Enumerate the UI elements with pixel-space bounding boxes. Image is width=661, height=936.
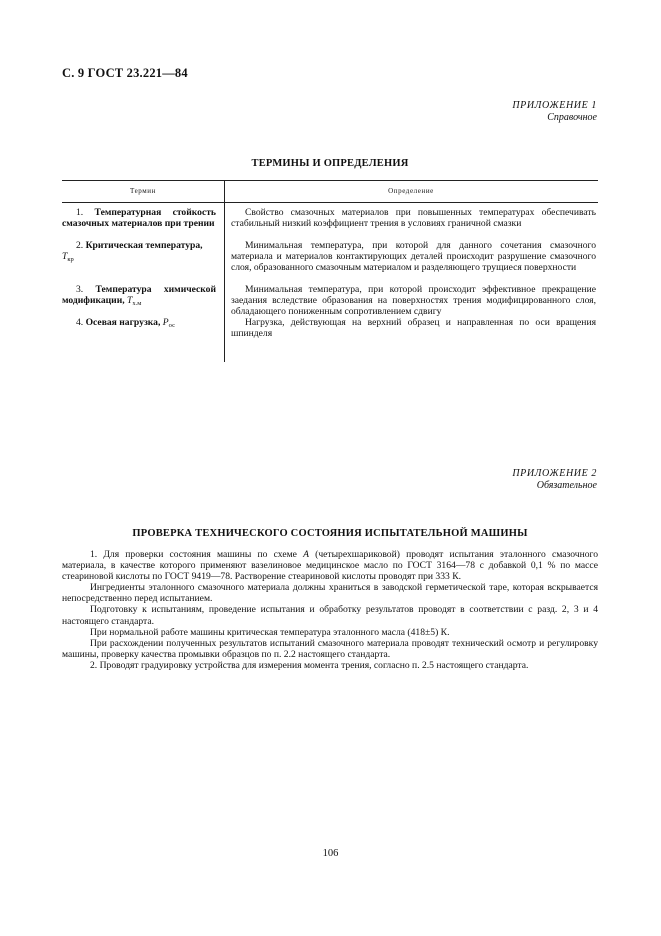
definition-row-4: Нагрузка, действующая на верхний образец и направленная по оси вращения шпинделя <box>231 317 596 339</box>
term-name: Температура химической модификации, <box>62 284 216 306</box>
appendix-1-label <box>512 100 597 124</box>
definition-column <box>231 207 596 339</box>
appendix-1-type: Справочное <box>547 112 597 123</box>
page-number: 106 <box>322 848 339 859</box>
term-symbol: T <box>62 251 68 262</box>
appendix-2-type: Обязательное <box>536 480 597 491</box>
check-section-title: ПРОВЕРКА ТЕХНИЧЕСКОГО СОСТОЯНИЯ ИСПЫТАТЕЛЬНОЙ МАШИНЫ <box>132 528 528 539</box>
term-row-1: 1. Температурная стойкость смазочных материалов при трении <box>62 207 216 229</box>
term-name: Осевая нагрузка, <box>85 317 161 328</box>
term-row-4: 4. Осевая нагрузка, $P_{ос}$ <box>76 317 175 329</box>
appendix-2-title: ПРИЛОЖЕНИЕ 2 <box>512 468 597 479</box>
term-symbol-subscript: кр <box>67 256 74 263</box>
appendix-1-title: ПРИЛОЖЕНИЕ 1 <box>512 100 597 111</box>
table-top-rule <box>62 180 598 181</box>
appendix-2-label <box>512 468 597 492</box>
table-header-rule <box>62 202 598 203</box>
term-name: Критическая температура, <box>85 240 203 251</box>
body-paragraph: Ингредиенты эталонного смазочного материала должны храниться в заводской герметической таре, которая вскрывается непосредственно перед испытанием. <box>62 582 598 605</box>
check-section-body <box>62 549 598 671</box>
term-row-3: 3. Температура химической модификации, $T_{х.м}$ <box>62 284 216 307</box>
body-paragraph: При нормальной работе машины критическая температура эталонного масла (418±5) К. <box>90 626 450 638</box>
term-symbol-subscript: х.м <box>132 300 142 307</box>
terms-section-title: ТЕРМИНЫ И ОПРЕДЕЛЕНИЯ <box>251 158 409 169</box>
column-header-definition: Определение <box>388 187 434 195</box>
term-symbol-subscript: ос <box>168 322 175 329</box>
scheme-letter: А <box>303 549 309 560</box>
term-column <box>62 207 216 331</box>
body-paragraph: 2. Проводят градуировку устройства для измерения момента трения, согласно п. 2.5 настоящего стандарта. <box>90 659 529 671</box>
definition-row-3: Минимальная температура, при которой происходит эффективное прекращение заедания вследствие образования на поверхностях трения модифицированного слоя, обладающего пониженным сопротивлением сдвигу <box>231 284 596 317</box>
table-column-separator <box>224 180 225 362</box>
column-header-term: Термин <box>129 187 157 195</box>
terms-table <box>62 180 598 362</box>
definition-row-1: Свойство смазочных материалов при повышенных температурах обеспечивать стабильный низкий коэффициент трения в условиях граничной смазки <box>231 207 596 229</box>
body-paragraph: 1. Для проверки состояния машины по схеме А (четырехшариковой) проводят испытания эталонного смазочного материала, в качестве которого применяют вазелиновое медицинское масло по ГОСТ 3164—78 с добавкой 0,1 % по массе стеариновой кислоты по ГОСТ 9419—78. Растворение стеариновой кислоты проводят при 333 К. <box>62 549 598 583</box>
definition-row-2: Минимальная температура, при которой для данного сочетания смазочного материала и материалов контактирующих деталей происходит разрушение смазочного слоя, образованного смазочным материалом и разделяющего трущиеся поверхности <box>231 240 596 273</box>
term-name: Температурная стойкость смазочных материалов при трении <box>62 207 216 229</box>
term-symbol: P <box>162 317 169 328</box>
term-symbol: T <box>127 295 133 306</box>
body-paragraph: Подготовку к испытаниям, проведение испытания и обработку результатов проводят в соответствии с разд. 2, 3 и 4 настоящего стандарта. <box>62 604 598 627</box>
body-paragraph: При расхождении полученных результатов испытаний смазочного материала проводят технический осмотр и регулировку машины, проверку качества промывки образцов по п. 2.2 настоящего стандарта. <box>62 637 598 660</box>
term-row-2: 2. Критическая температура, $T_{кр}$ <box>62 240 203 263</box>
page-header: С. 9 ГОСТ 23.221—84 <box>62 66 188 80</box>
